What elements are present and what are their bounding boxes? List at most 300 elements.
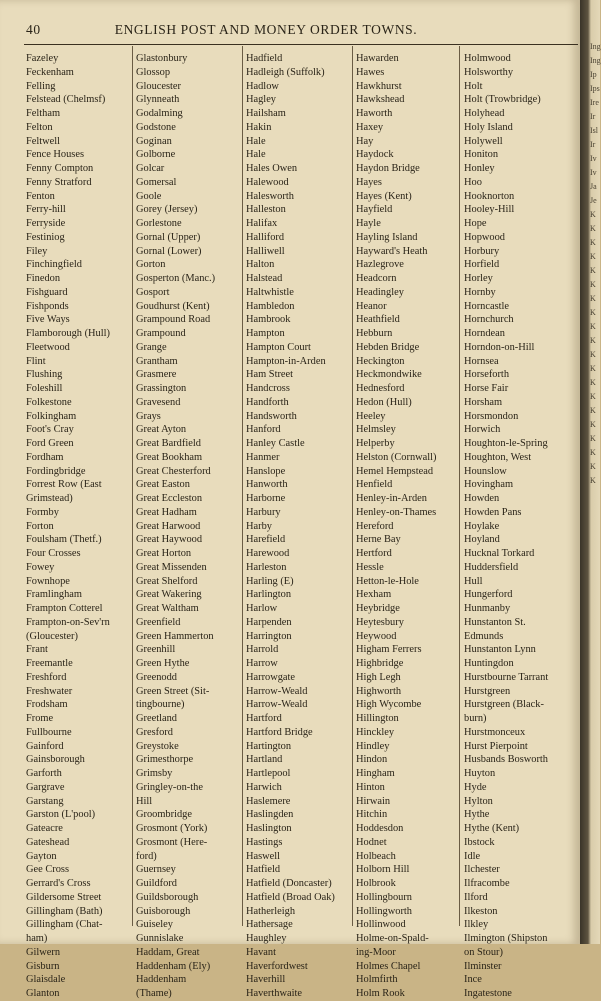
town-entry: Finchingfield — [26, 259, 82, 271]
town-entry: Horwich — [464, 424, 501, 436]
town-entry: Higham Ferrers — [356, 644, 422, 656]
facing-page-letter: K — [590, 336, 596, 345]
town-entry: Hedon (Hull) — [356, 396, 412, 408]
facing-page-letter: Je — [590, 196, 597, 205]
town-entry: Hanford — [246, 424, 281, 436]
town-entry: Hay — [356, 135, 374, 147]
town-entry: Hindley — [356, 740, 390, 752]
town-entry: Helperby — [356, 438, 395, 449]
town-entry: Ham Street — [246, 369, 294, 381]
town-entry: Fowey — [26, 561, 55, 573]
town-entry: Ilfracombe — [464, 878, 510, 889]
town-entry: Hayle — [356, 218, 381, 229]
town-entry: Hawkhurst — [356, 80, 402, 92]
facing-page-letter: Ja — [590, 182, 597, 191]
town-entry: Grassington — [136, 383, 187, 394]
town-entry: Hoddesdon — [356, 823, 404, 834]
town-entry: Hornsea — [464, 355, 499, 367]
town-entry: Ilford — [464, 891, 488, 903]
town-entry: Harbury — [246, 506, 281, 518]
town-entry: Holt — [464, 80, 483, 92]
town-entry: Ferry-hill — [26, 204, 66, 216]
town-entry: Hatfield (Broad Oak) — [246, 891, 335, 903]
town-entry: Greenfield — [136, 616, 181, 628]
town-entry: Gorey (Jersey) — [136, 204, 198, 216]
town-entry: Henley-in-Arden — [356, 493, 427, 504]
town-entry: Glanton — [26, 988, 60, 999]
town-entry: Haslington — [246, 823, 292, 834]
town-entry: Gillingham (Chat- — [26, 919, 103, 931]
town-entry: Fenny Stratford — [26, 176, 92, 188]
town-entry: Grimsby — [136, 768, 173, 779]
town-entry: Green Hammerton — [136, 630, 214, 642]
town-entry: Greenodd — [136, 671, 177, 683]
town-entry: Hebden Bridge — [356, 341, 420, 353]
town-entry: Ince — [464, 974, 482, 986]
town-entry: Helston (Cornwall) — [356, 451, 437, 463]
town-entry: Frodsham — [26, 699, 68, 711]
town-entry: Frampton-on-Sev'rn — [26, 616, 110, 628]
town-entry: Great Haywood — [136, 534, 203, 546]
town-entry: Great Eccleston — [136, 493, 203, 504]
town-entry: Gainsborough — [26, 754, 85, 766]
facing-page-letter: Iv — [590, 168, 597, 177]
town-entry: Holm Rook — [356, 988, 405, 999]
town-entry: Gayton — [26, 850, 57, 862]
town-entry: Great Shelford — [136, 575, 198, 587]
town-entry: Formby — [26, 506, 59, 518]
town-entry: Ilkeston — [464, 905, 498, 917]
town-entry: Hope — [464, 218, 487, 229]
town-entry: Hirwain — [356, 795, 391, 807]
town-entry: Hayes (Kent) — [356, 190, 412, 202]
column-divider — [459, 46, 460, 926]
town-entry: Frome — [26, 713, 54, 724]
town-entry: Hinton — [356, 781, 385, 793]
town-entry: Horsham — [464, 396, 503, 408]
town-entry: Freemantle — [26, 658, 73, 669]
town-entry: Hornby — [464, 286, 496, 298]
town-entry: Grimesthorpe — [136, 754, 194, 766]
town-entry: Hale — [246, 135, 266, 147]
town-entry: Hale — [246, 149, 266, 161]
town-entry: Great Horton — [136, 548, 192, 559]
town-entry: Hathersage — [246, 919, 293, 931]
column-divider — [352, 46, 353, 926]
town-entry: Harborne — [246, 493, 286, 504]
town-entry: Holmes Chapel — [356, 960, 421, 972]
facing-page-letter: K — [590, 434, 596, 443]
town-entry: Hurst Pierpoint — [464, 740, 528, 752]
town-entry: Hales Owen — [246, 163, 298, 174]
town-entry: Huyton — [464, 768, 496, 779]
town-entry: Hailsham — [246, 108, 286, 119]
town-entry: Golcar — [136, 163, 165, 174]
town-column-5 — [464, 52, 576, 999]
town-entry: Haswell — [246, 850, 281, 862]
town-entry: Hovingham — [464, 479, 514, 491]
town-entry: Fenton — [26, 190, 55, 202]
town-entry: Forrest Row (East — [26, 479, 102, 491]
facing-page-letter: Ir — [590, 140, 596, 149]
town-entry: Highbridge — [356, 658, 404, 669]
town-entry: Headcorn — [356, 273, 397, 284]
page-title: ENGLISH POST AND MONEY ORDER TOWNS. — [114, 22, 418, 37]
town-entry: Haughley — [246, 933, 287, 944]
town-entry: Halifax — [246, 218, 278, 229]
town-entry: Horse Fair — [464, 383, 509, 394]
town-entry: Felstead (Chelmsf) — [26, 94, 106, 106]
town-entry: Feltham — [26, 108, 61, 119]
town-entry: Framlingham — [26, 589, 82, 601]
town-entry: Hooley-Hill — [464, 204, 515, 216]
town-entry: Horndean — [464, 328, 505, 339]
town-entry: Hambledon — [246, 300, 295, 312]
town-entry: Fishponds — [26, 300, 69, 312]
facing-page-letter: K — [590, 210, 596, 219]
town-entry: Hythe (Kent) — [464, 823, 520, 834]
town-entry: Glynneath — [136, 94, 180, 106]
town-entry: Gateshead — [26, 836, 70, 848]
town-entry: Halewood — [246, 176, 289, 188]
town-entry: Finedon — [26, 273, 61, 284]
town-entry: Gunnislake — [136, 933, 184, 944]
town-entry: Holbrook — [356, 878, 396, 889]
town-entry: Hillington — [356, 713, 399, 724]
town-entry: Gisburn — [26, 960, 60, 972]
town-entry: Haverthwaite — [246, 988, 302, 999]
town-entry: Hollinwood — [356, 919, 406, 931]
town-entry: Harewood — [246, 548, 290, 559]
town-entry: Holbeach — [356, 850, 396, 862]
facing-page-letter: Ire — [590, 98, 599, 107]
town-entry: Haydon Bridge — [356, 163, 420, 174]
town-entry: Halliwell — [246, 245, 285, 257]
town-entry: Guildford — [136, 878, 177, 889]
facing-page-edge — [590, 40, 600, 488]
town-entry: Handforth — [246, 396, 289, 408]
town-entry: Hazlegrove — [356, 259, 404, 271]
facing-page-letter: Ing — [590, 42, 601, 51]
town-entry: Henfield — [356, 479, 393, 491]
town-entry: Feckenham — [26, 66, 74, 78]
town-entry: Hurstbourne Tarrant — [464, 671, 549, 683]
town-entry: Gosport — [136, 286, 170, 298]
town-entry: High Legh — [356, 671, 401, 683]
town-entry: ham) — [26, 933, 48, 944]
town-entry: Felling — [26, 80, 56, 92]
town-entry: Filey — [26, 245, 48, 257]
facing-page-letter: K — [590, 308, 596, 317]
town-entry: Hurstgreen (Black- — [464, 699, 544, 711]
town-entry: Goginan — [136, 135, 172, 147]
column-divider — [132, 46, 133, 926]
town-entry: Glaisdale — [26, 974, 66, 986]
town-entry: Freshford — [26, 671, 67, 683]
facing-page-letter: Ing — [590, 56, 601, 65]
town-entry: Horbury — [464, 245, 500, 257]
town-entry: Hagley — [246, 94, 277, 106]
town-entry: Houghton-le-Spring — [464, 438, 548, 449]
town-entry: Ingatestone — [464, 988, 512, 999]
town-entry: Hebburn — [356, 328, 393, 339]
town-entry: Gildersome Street — [26, 891, 102, 903]
town-entry: Haltwhistle — [246, 286, 294, 298]
town-entry: Flint — [26, 355, 46, 367]
town-entry: Holyhead — [464, 108, 505, 119]
town-entry: Glossop — [136, 66, 171, 78]
town-column-4 — [356, 52, 454, 999]
town-entry: Harlington — [246, 589, 292, 601]
town-entry: Felton — [26, 121, 53, 133]
town-entry: Fownhope — [26, 575, 70, 587]
town-entry: tingbourne) — [136, 699, 185, 711]
town-entry: Ilmington (Shipston — [464, 933, 548, 944]
town-entry: Hemel Hempstead — [356, 465, 434, 477]
town-entry: Great Wakering — [136, 589, 202, 601]
facing-page-letter: Isl — [590, 126, 598, 135]
town-entry: Honley — [464, 163, 495, 174]
town-entry: Great Bookham — [136, 451, 203, 463]
town-entry: Forton — [26, 520, 54, 532]
town-entry: Fence Houses — [26, 149, 85, 161]
town-entry: Grosmont (York) — [136, 823, 208, 834]
town-entry: Hampton Court — [246, 341, 311, 353]
facing-page-letter: Ir — [590, 112, 596, 121]
facing-page-letter: K — [590, 224, 596, 233]
town-entry: Foulsham (Thetf.) — [26, 534, 102, 546]
town-entry: Hatherleigh — [246, 905, 296, 917]
town-entry: Gargrave — [26, 781, 65, 793]
town-entry: ing-Moor — [356, 946, 396, 958]
town-entry: Horsmondon — [464, 410, 519, 422]
facing-page-letter: Ip — [590, 70, 597, 79]
town-entry: Frampton Cotterel — [26, 603, 103, 614]
town-entry: Festiniog — [26, 231, 65, 243]
town-entry: Haslemere — [246, 795, 291, 807]
town-entry: Hollingbourn — [356, 891, 412, 903]
town-entry: Hodnet — [356, 836, 387, 848]
town-entry: Hednesford — [356, 383, 405, 394]
town-entry: Hampton-in-Arden — [246, 355, 326, 367]
town-entry: Guildsborough — [136, 891, 199, 903]
town-entry: Hexham — [356, 589, 392, 601]
town-entry: Grantham — [136, 355, 178, 367]
town-entry: Hollingworth — [356, 905, 412, 917]
town-entry: Harefield — [246, 534, 286, 546]
town-entry: Hitchin — [356, 809, 388, 821]
facing-page-letter: K — [590, 420, 596, 429]
town-entry: Horley — [464, 273, 493, 284]
town-entry: Gosperton (Manc.) — [136, 273, 216, 284]
town-entry: Hadlow — [246, 80, 279, 92]
town-entry: Grimstead) — [26, 493, 73, 504]
town-entry: Heytesbury — [356, 616, 404, 628]
town-entry: Four Crosses — [26, 548, 81, 559]
facing-page-letter: K — [590, 238, 596, 247]
town-entry: Harleston — [246, 561, 287, 573]
town-entry: Haslingden — [246, 809, 294, 821]
town-entry: Hereford — [356, 520, 394, 532]
town-entry: Hucknal Torkard — [464, 548, 535, 559]
town-entry: Howden — [464, 493, 500, 504]
town-entry: Horseforth — [464, 369, 510, 381]
town-entry: Heckmondwike — [356, 369, 422, 381]
town-entry: Heywood — [356, 630, 397, 642]
town-entry: Hanslope — [246, 465, 286, 477]
town-entry: Harrold — [246, 644, 279, 656]
page-number: 40 — [26, 22, 41, 37]
town-entry: Great Bardfield — [136, 438, 201, 449]
town-entry: Great Missenden — [136, 561, 207, 573]
town-entry: Great Chesterford — [136, 465, 211, 477]
town-entry: Hessle — [356, 561, 384, 573]
town-entry: Halleston — [246, 204, 286, 216]
town-entry: Hornchurch — [464, 314, 514, 326]
town-entry: Heeley — [356, 410, 386, 422]
town-entry: Hayward's Heath — [356, 245, 428, 257]
town-entry: Holsworthy — [464, 66, 514, 78]
town-entry: Heathfield — [356, 314, 400, 326]
town-entry: Hungerford — [464, 589, 513, 601]
town-entry: Hartington — [246, 740, 292, 752]
town-entry: Grampound Road — [136, 314, 211, 326]
town-entry: (Gloucester) — [26, 630, 78, 642]
town-entry: Henley-on-Thames — [356, 506, 437, 518]
facing-page-letter: K — [590, 252, 596, 261]
town-entry: Hoyland — [464, 534, 500, 546]
town-entry: Garston (L'pool) — [26, 809, 96, 821]
town-entry: Harpenden — [246, 616, 292, 628]
town-entry: Ford Green — [26, 438, 74, 449]
town-entry: Hawkshead — [356, 94, 405, 106]
town-entry: Ilkley — [464, 919, 489, 931]
town-entry: Gornal (Lower) — [136, 245, 202, 257]
town-entry: Helmsley — [356, 424, 396, 436]
town-entry: Hastings — [246, 836, 283, 848]
town-entry: Gillingham (Bath) — [26, 905, 103, 917]
town-entry: Haydock — [356, 149, 394, 161]
town-entry: Hurstmonceux — [464, 726, 526, 738]
town-entry: Hill — [136, 795, 153, 807]
town-entry: Harrow-Weald — [246, 699, 308, 711]
town-entry: Heybridge — [356, 603, 400, 614]
town-entry: Haxey — [356, 121, 384, 133]
town-entry: Goudhurst (Kent) — [136, 300, 210, 312]
town-entry: Hawes — [356, 66, 385, 78]
facing-page-letter: K — [590, 266, 596, 275]
town-entry: Flamborough (Hull) — [26, 328, 110, 339]
town-entry: Haverhill — [246, 974, 286, 986]
town-entry: Headingley — [356, 286, 404, 298]
town-entry: Hanmer — [246, 451, 280, 463]
town-entry: Gresford — [136, 726, 173, 738]
town-entry: Ferryside — [26, 218, 66, 229]
page-header — [26, 22, 446, 42]
town-entry: Grange — [136, 341, 167, 353]
facing-page-letter: K — [590, 294, 596, 303]
facing-page-letter: Ips — [590, 84, 600, 93]
town-entry: Houghton, West — [464, 451, 532, 463]
facing-page-letter: K — [590, 280, 596, 289]
town-entry: Huntingdon — [464, 658, 514, 669]
town-entry: Greetland — [136, 713, 177, 724]
town-entry: Grays — [136, 410, 161, 422]
facing-page-letter: K — [590, 378, 596, 387]
town-entry: Hunstanton St. — [464, 616, 526, 628]
town-entry: Great Easton — [136, 479, 190, 491]
town-entry: Feltwell — [26, 135, 61, 147]
town-entry: Fishguard — [26, 286, 68, 298]
town-entry: Glastonbury — [136, 53, 188, 64]
town-entry: (Thame) — [136, 988, 172, 999]
town-entry: Gringley-on-the — [136, 781, 203, 793]
town-entry: Fenny Compton — [26, 163, 94, 174]
town-entry: Halstead — [246, 273, 283, 284]
town-entry: Hythe — [464, 809, 490, 821]
town-entry: Holt (Trowbridge) — [464, 94, 541, 106]
town-entry: Hylton — [464, 795, 493, 807]
town-entry: Gravesend — [136, 396, 181, 408]
town-entry: Garforth — [26, 768, 62, 779]
town-entry: Godstone — [136, 121, 176, 133]
town-entry: Highworth — [356, 685, 402, 697]
town-entry: Hunmanby — [464, 603, 511, 614]
town-entry: Hounslow — [464, 465, 507, 477]
town-entry: Hartlepool — [246, 768, 291, 779]
town-entry: Handsworth — [246, 410, 297, 422]
town-entry: Hartford — [246, 713, 282, 724]
town-entry: Ibstock — [464, 836, 495, 848]
town-entry: Hartford Bridge — [246, 726, 313, 738]
town-entry: Hatfield (Doncaster) — [246, 878, 332, 889]
town-entry: Horfield — [464, 259, 500, 271]
town-entry: Fordingbridge — [26, 465, 86, 477]
town-entry: Hampton — [246, 328, 285, 339]
town-entry: Horncastle — [464, 300, 510, 312]
facing-page-letter: K — [590, 476, 596, 485]
facing-page-letter: Iv — [590, 154, 597, 163]
town-entry: Haddenham (Ely) — [136, 960, 211, 972]
column-divider — [242, 46, 243, 926]
town-entry: Green Street (Sit- — [136, 685, 210, 697]
town-entry: Gee Cross — [26, 864, 69, 876]
town-entry: Grasmere — [136, 369, 177, 381]
town-entry: Groombridge — [136, 809, 192, 821]
town-entry: Heanor — [356, 300, 387, 312]
town-entry: Hoo — [464, 176, 482, 188]
town-entry: Halesworth — [246, 190, 294, 202]
town-entry: Honiton — [464, 149, 499, 161]
town-entry: Frant — [26, 644, 48, 656]
town-entry: burn) — [464, 713, 487, 724]
town-entry: Herne Bay — [356, 534, 401, 546]
town-entry: Handcross — [246, 383, 290, 394]
town-entry: Folkingham — [26, 410, 77, 422]
town-entry: Hopwood — [464, 231, 505, 243]
town-entry: ford) — [136, 850, 157, 862]
town-entry: Foot's Cray — [26, 424, 74, 436]
town-entry: Fullbourne — [26, 726, 72, 738]
town-entry: Holy Island — [464, 121, 513, 133]
town-entry: Hooknorton — [464, 190, 515, 202]
town-entry: Great Ayton — [136, 424, 187, 436]
town-column-1 — [26, 52, 130, 999]
town-entry: Husbands Bosworth — [464, 754, 548, 766]
town-entry: Hoylake — [464, 520, 500, 532]
town-entry: Halton — [246, 259, 275, 271]
town-entry: Holmfirth — [356, 974, 398, 986]
